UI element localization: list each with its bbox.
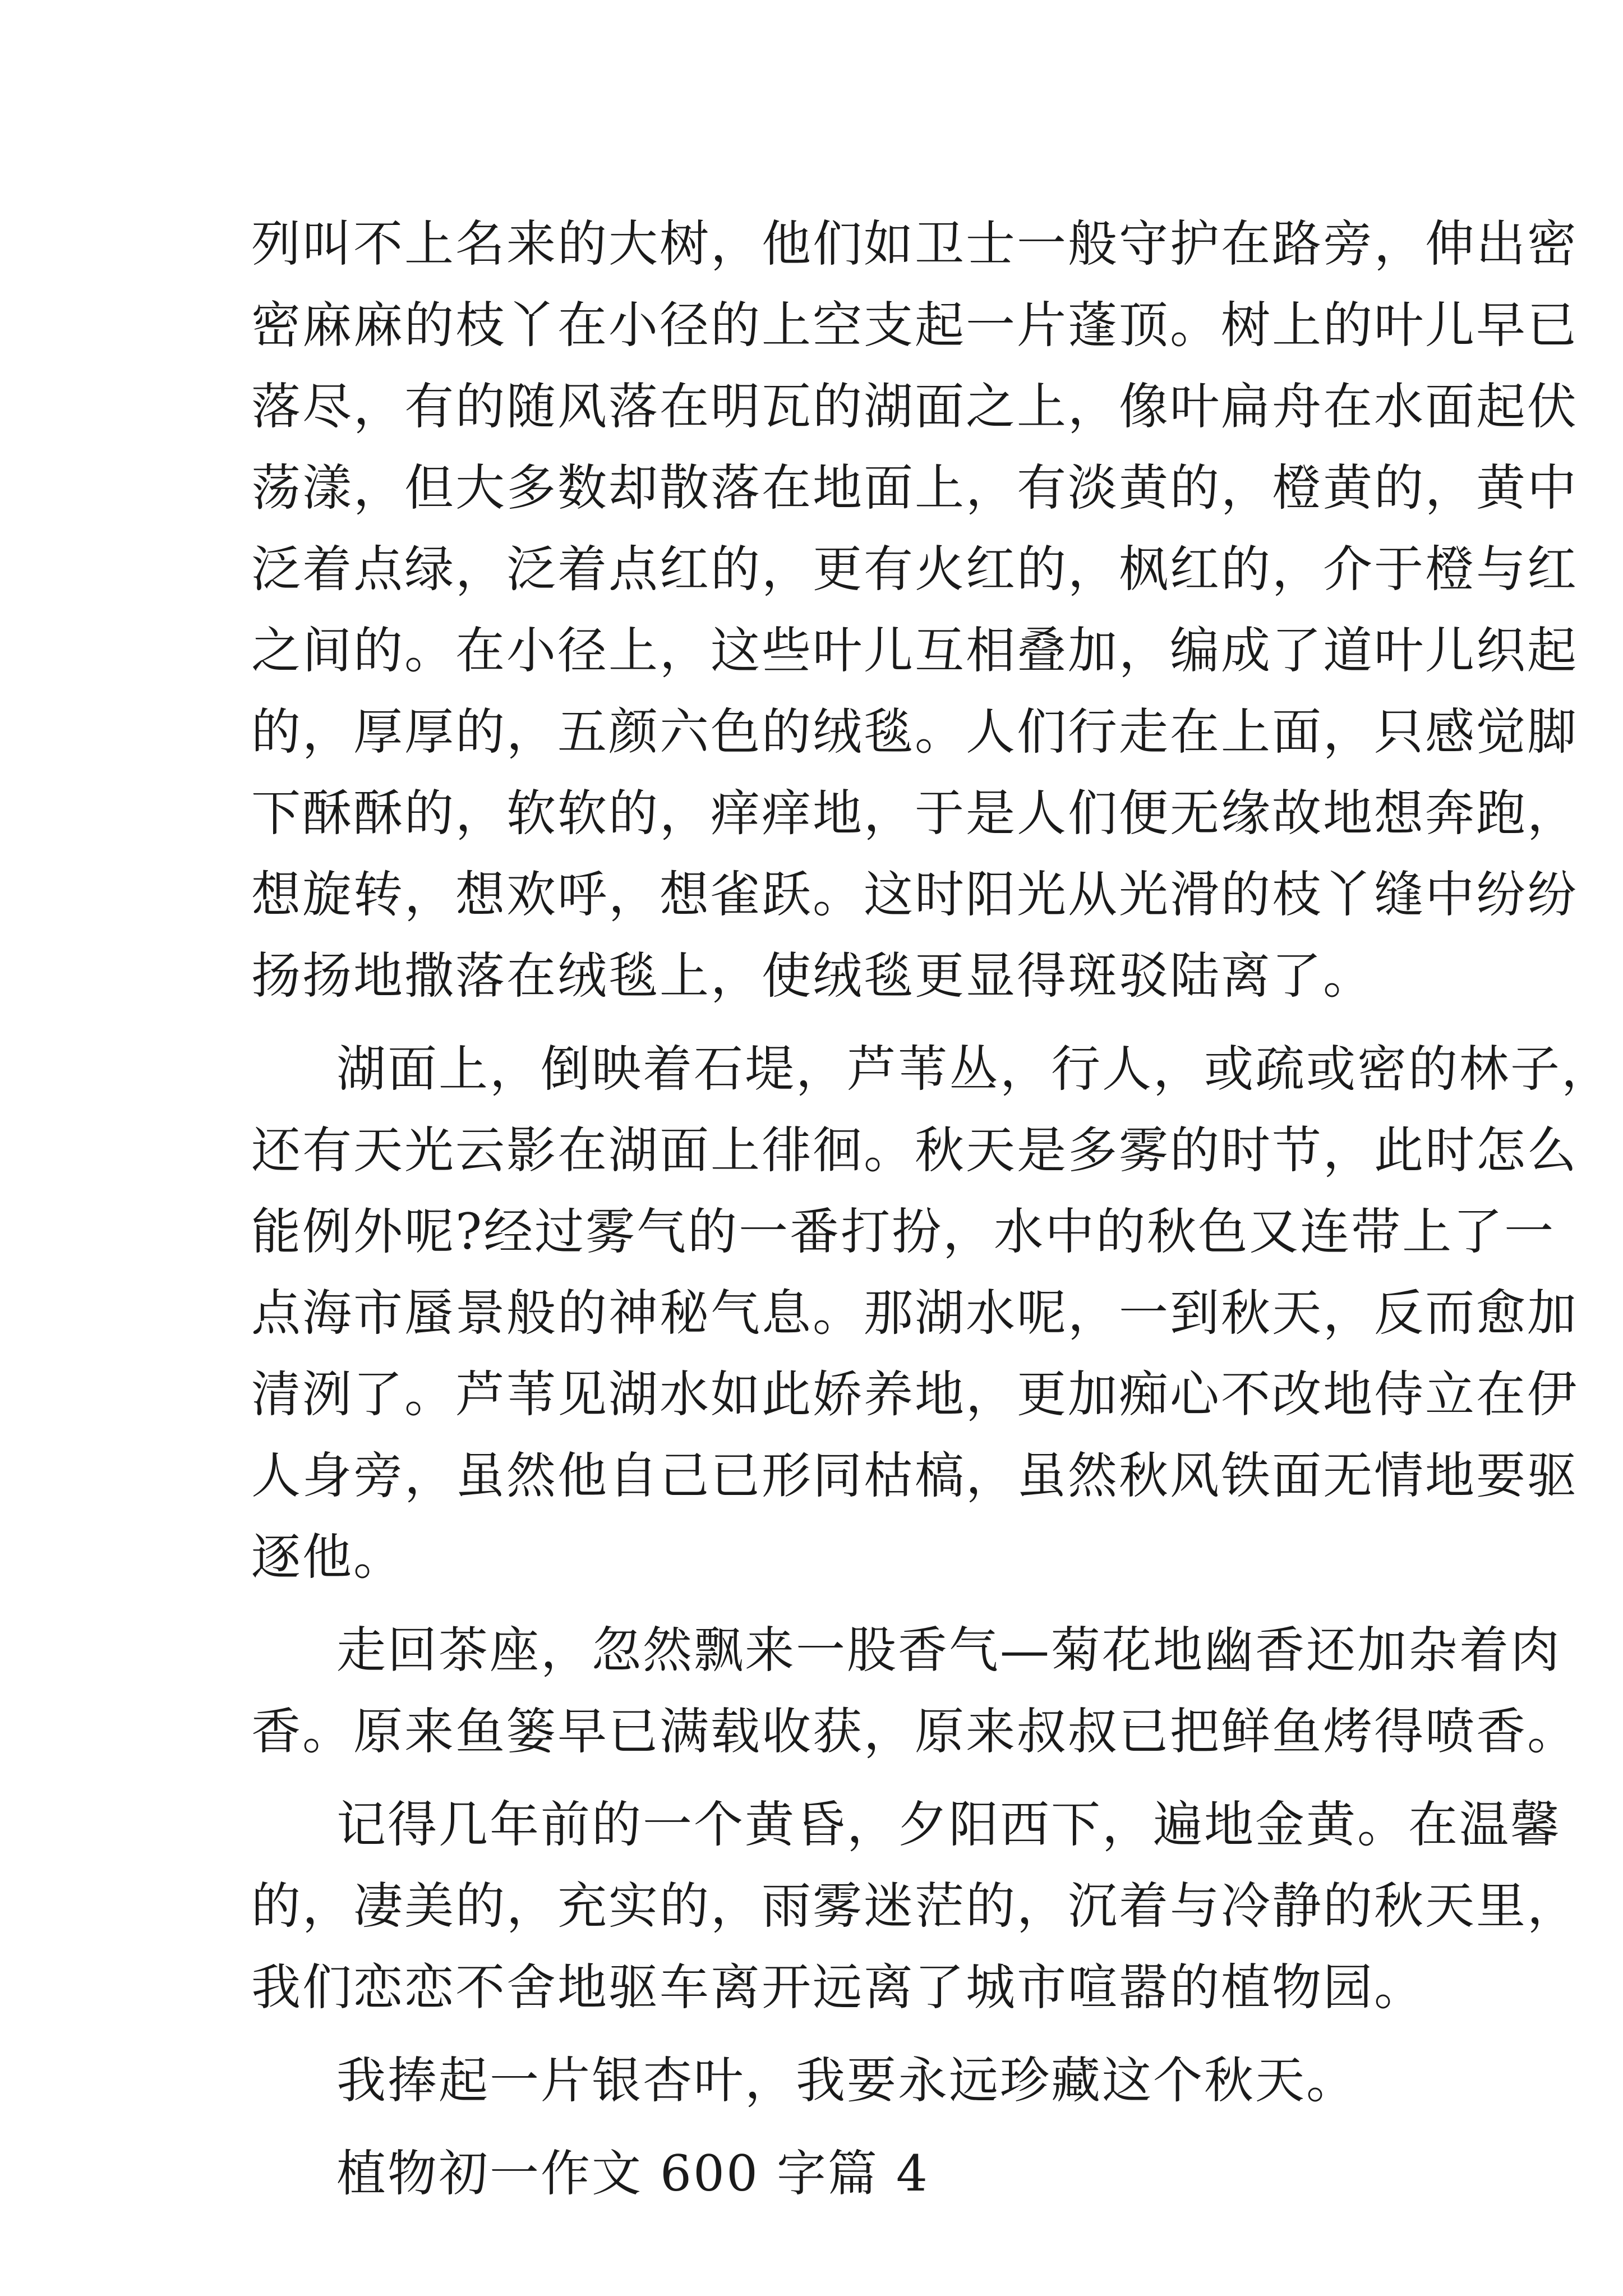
text-line: 之间的。在小径上，这些叶儿互相叠加，编成了道叶儿织起 [251, 622, 1579, 679]
paragraph-spacing [251, 1016, 1378, 1028]
text-line: 人身旁，虽然他自己已形同枯槁，虽然秋风铁面无情地要驱 [251, 1447, 1579, 1504]
paragraph [251, 1784, 1579, 2028]
text-line: 湖面上，倒映着石堤，芦苇丛，行人，或疏或密的林子， [336, 1040, 1613, 1098]
paragraph-spacing [251, 1598, 1378, 1609]
paragraph-spacing [251, 2028, 1378, 2040]
text-line: 记得几年前的一个黄昏，夕阳西下，遍地金黄。在温馨 [336, 1796, 1562, 1853]
text-line: 我们恋恋不舍地驱车离开远离了城市喧嚣的植物园。 [251, 1958, 1426, 2016]
text-line: 荡漾，但大多数却散落在地面上，有淡黄的，橙黄的，黄中 [251, 459, 1579, 517]
paragraph [251, 2040, 1378, 2121]
text-line: 的，厚厚的，五颜六色的绒毯。人们行走在上面，只感觉脚 [251, 703, 1579, 761]
text-line: 我捧起一片银杏叶，我要永远珍藏这个秋天。 [336, 2051, 1358, 2109]
text-line: 逐他。 [251, 1528, 405, 1586]
text-line: 落尽，有的随风落在明瓦的湖面之上，像叶扁舟在水面起伏 [251, 378, 1579, 435]
text-line: 走回茶座，忽然飘来一股香气—菊花地幽香还加杂着肉 [336, 1621, 1562, 1679]
paragraph-spacing [251, 1772, 1378, 1784]
paragraph [251, 1609, 1579, 1772]
paragraph [251, 203, 1579, 1016]
text-line: 泛着点绿，泛着点红的，更有火红的，枫红的，介于橙与红 [251, 540, 1579, 598]
paragraph [251, 1028, 1613, 1598]
paragraph-spacing [251, 2121, 1378, 2133]
text-line: 扬扬地撒落在绒毯上，使绒毯更显得斑驳陆离了。 [251, 947, 1375, 1005]
document-body [251, 203, 1613, 2214]
section-heading-text: 植物初一作文 600 字篇 4 [336, 2145, 929, 2202]
text-line: 密麻麻的枝丫在小径的上空支起一片蓬顶。树上的叶儿早已 [251, 296, 1579, 354]
text-line: 的，凄美的，充实的，雨雾迷茫的，沉着与冷静的秋天里， [251, 1877, 1579, 1935]
section-heading [251, 2133, 1378, 2214]
text-line: 点海市蜃景般的神秘气息。那湖水呢，一到秋天，反而愈加 [251, 1284, 1579, 1342]
text-line: 能例外呢?经过雾气的一番打扮，水中的秋色又连带上了一 [251, 1203, 1556, 1260]
text-line: 想旋转，想欢呼，想雀跃。这时阳光从光滑的枝丫缝中纷纷 [251, 866, 1579, 923]
text-line: 还有天光云影在湖面上徘徊。秋天是多雾的时节，此时怎么 [251, 1121, 1579, 1179]
text-line: 列叫不上名来的大树，他们如卫士一般守护在路旁，伸出密 [251, 215, 1579, 273]
text-line: 香。原来鱼篓早已满载收获，原来叔叔已把鲜鱼烤得喷香。 [251, 1703, 1579, 1760]
text-line: 清洌了。芦苇见湖水如此娇养地，更加痴心不改地侍立在伊 [251, 1365, 1579, 1423]
text-line: 下酥酥的，软软的，痒痒地，于是人们便无缘故地想奔跑， [251, 784, 1579, 842]
